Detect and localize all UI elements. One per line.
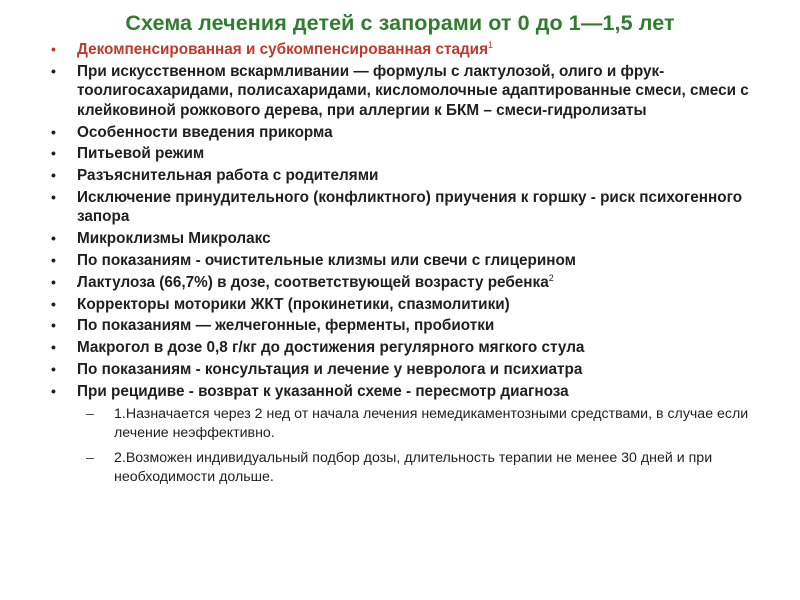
list-item-text: По показаниям - консультация и лечение у невролога и психиатра — [77, 361, 583, 379]
list-item — [51, 272, 770, 293]
list-item-text: При рецидиве - возврат к указанной схеме - пересмотр диагноза — [77, 382, 569, 400]
list-item-text: Микроклизмы Микролакс — [77, 230, 271, 248]
list-item — [51, 316, 770, 336]
list-item-text: Питьевой режим — [77, 145, 205, 163]
list-item — [51, 251, 770, 271]
footnote-text: 2.Возможен индивидуальный подбор дозы, длительность терапии не менее 30 дней и при необходимости дольше. — [114, 450, 713, 486]
bullet-icon: • — [51, 317, 56, 334]
bullet-icon: • — [51, 188, 56, 205]
bullet-icon: • — [51, 273, 56, 290]
list-item — [51, 338, 770, 358]
list-item — [51, 166, 770, 186]
bullet-icon: • — [51, 123, 56, 140]
bullet-icon: • — [51, 145, 56, 162]
bullet-icon: • — [51, 382, 56, 399]
bullet-icon: • — [51, 339, 56, 356]
bullet-icon: • — [51, 361, 56, 378]
dash-icon: – — [86, 406, 94, 423]
list-item — [51, 295, 770, 315]
footnote-text: 1.Назначается через 2 нед от начала лечения немедикаментозными средствами, в случае если лечение неэффективно. — [114, 406, 749, 442]
list-item — [51, 382, 770, 402]
bullet-icon: • — [51, 41, 56, 57]
bullet-icon: • — [51, 167, 56, 184]
list-item — [51, 62, 770, 121]
list-item — [51, 123, 770, 143]
footnote-ref: 1 — [488, 40, 494, 50]
footnote-item — [86, 449, 770, 487]
list-item-text: Макрогол в дозе 0,8 г/кг до достижения регулярного мягкого стула — [77, 339, 585, 357]
treatment-list — [0, 40, 800, 401]
dash-icon: – — [86, 450, 94, 467]
list-item-text: По показаниям — желчегонные, ферменты, пробиотки — [77, 317, 495, 335]
list-item-text: Лактулоза (66,7%) в дозе, соответствующей возрасту ребенка — [77, 273, 549, 291]
bullet-icon: • — [51, 295, 56, 312]
list-item-text: При искусственном вскармливании — формулы с лактулозой, олиго и фрук- тоолигосахаридами, полисахаридами, кисломолочные адаптированные смеси, смеси с клейковиной рожкового дерева, при аллергии к БКМ – смеси-гидролизаты — [77, 62, 749, 119]
list-item — [51, 40, 770, 60]
list-item — [51, 144, 770, 164]
footnote-ref: 2 — [548, 272, 554, 283]
bullet-icon: • — [51, 252, 56, 269]
list-item-text: Декомпенсированная и субкомпенсированная стадия — [77, 41, 488, 58]
footnote-list — [0, 405, 800, 487]
slide-title: Схема лечения детей с запорами от 0 до 1—1,5 лет — [125, 11, 675, 35]
list-item — [51, 229, 770, 249]
list-item-text: Исключение принудительного (конфликтного) приучения к горшку - риск психогенного запора — [77, 188, 743, 226]
footnote-item — [86, 405, 770, 443]
list-item-text: По показаниям - очистительные клизмы или свечи с глицерином — [77, 252, 576, 270]
list-item — [51, 188, 770, 227]
bullet-icon: • — [51, 62, 56, 79]
list-item-text: Особенности введения прикорма — [77, 123, 333, 141]
list-item-text: Корректоры моторики ЖКТ (прокинетики, спазмолитики) — [77, 295, 510, 313]
list-item-text: Разъяснительная работа с родителями — [77, 167, 379, 185]
bullet-icon: • — [51, 230, 56, 247]
list-item — [51, 360, 770, 380]
